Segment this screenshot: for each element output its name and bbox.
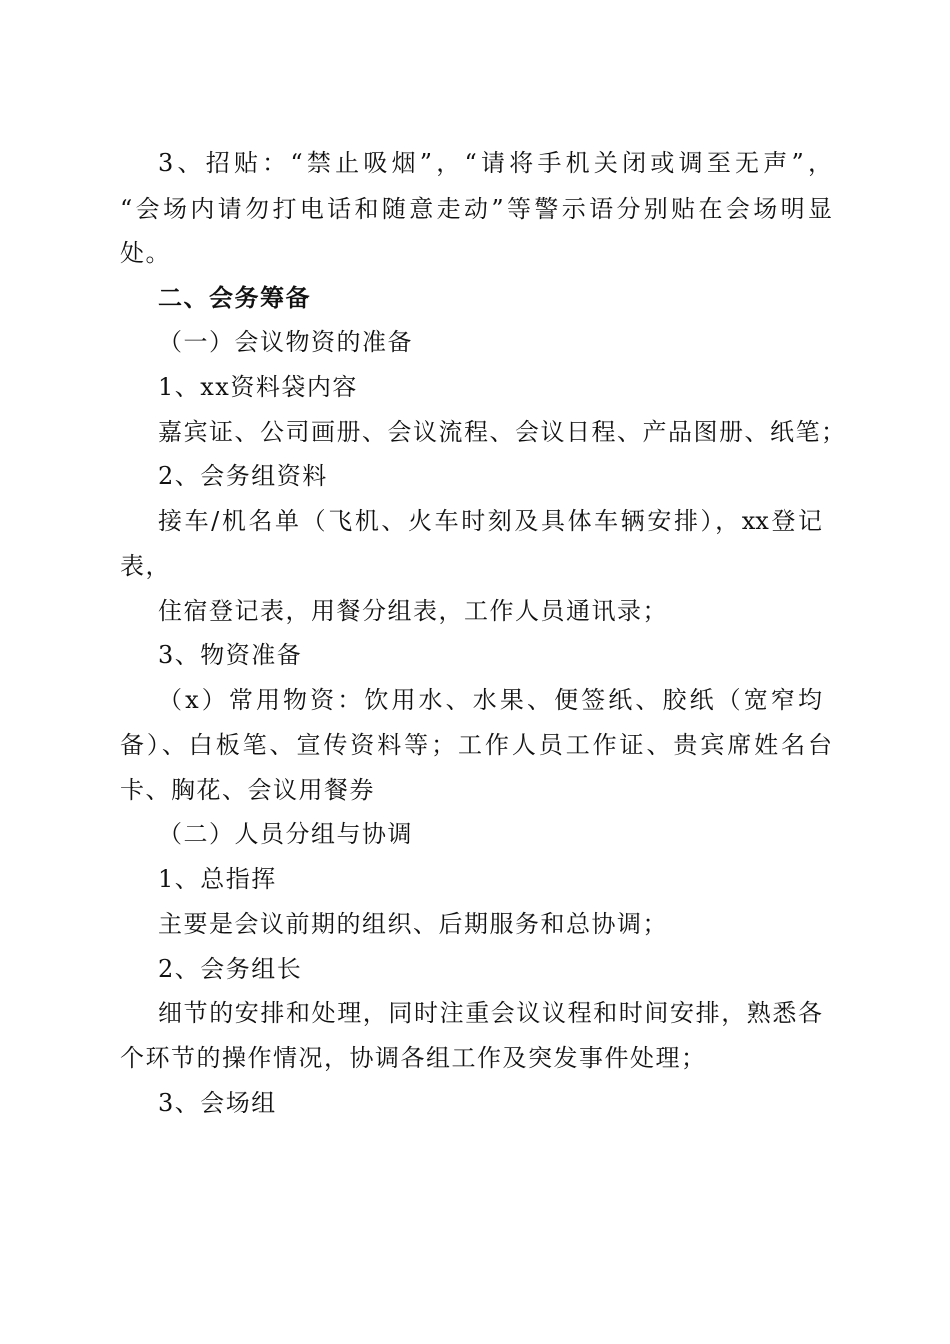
item-title: 1、总指挥: [158, 865, 277, 893]
item-title: 3、会场组: [158, 1089, 277, 1117]
paragraph-line: 3、招贴：“禁止吸烟”，“请将手机关闭或调至无声”，: [158, 149, 832, 177]
paragraph-line: 嘉宾证、公司画册、会议流程、会议日程、产品图册、纸笔；: [158, 418, 847, 446]
item-title: 2、会务组资料: [158, 462, 328, 490]
item-title: 3、物资准备: [158, 641, 303, 669]
paragraph-line: 备）、白板笔、宣传资料等；工作人员工作证、贵宾席姓名台: [120, 731, 832, 759]
paragraph-line: 接车/机名单（飞机、火车时刻及具体车辆安排），xx登记: [158, 507, 822, 535]
paragraph-line: 住宿登记表，用餐分组表，工作人员通讯录；: [158, 597, 668, 625]
subsection-heading: （二）人员分组与协调: [158, 820, 413, 848]
paragraph-line: 卡、胸花、会议用餐券: [120, 776, 375, 804]
section-heading: 二、会务筹备: [158, 283, 311, 312]
item-title: 2、会务组长: [158, 955, 303, 983]
subsection-heading: （一）会议物资的准备: [158, 328, 413, 356]
item-title: 1、xx资料袋内容: [158, 373, 358, 401]
paragraph-line: 处。: [120, 239, 171, 267]
paragraph-line: 主要是会议前期的组织、后期服务和总协调；: [158, 910, 668, 938]
paragraph-line: （x）常用物资：饮用水、水果、便签纸、胶纸（宽窄均: [158, 686, 822, 714]
paragraph-line: “会场内请勿打电话和随意走动”等警示语分别贴在会场明显: [120, 195, 832, 223]
paragraph-line: 表，: [120, 552, 171, 580]
paragraph-line: 细节的安排和处理，同时注重会议议程和时间安排，熟悉各: [158, 999, 822, 1027]
paragraph-line: 个环节的操作情况，协调各组工作及突发事件处理；: [120, 1044, 707, 1072]
